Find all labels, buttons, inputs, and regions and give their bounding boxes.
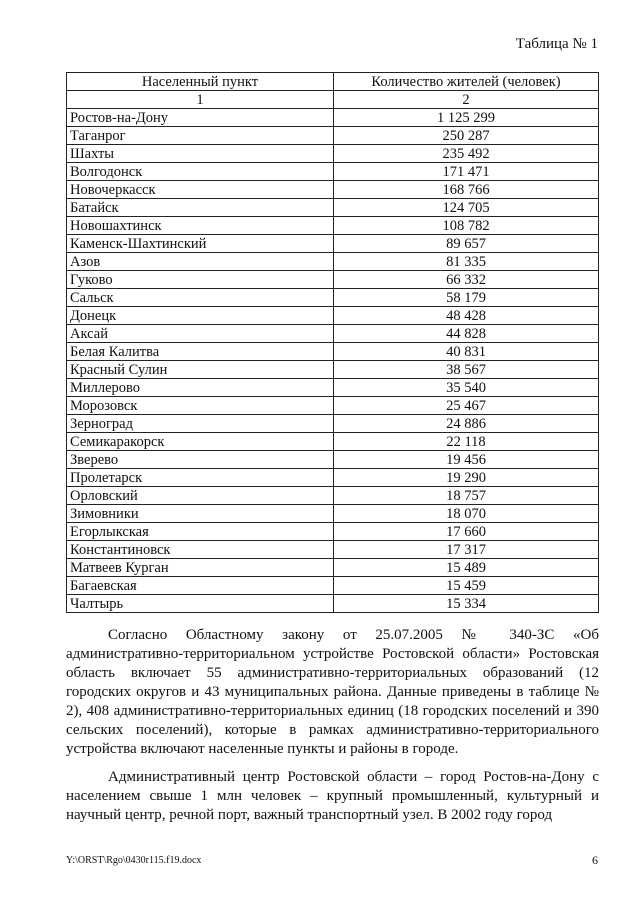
table-header-row: [67, 73, 599, 91]
table-row: [67, 145, 599, 163]
settlement-name-cell: Волгодонск: [67, 163, 334, 181]
settlement-name-cell: Белая Калитва: [67, 343, 334, 361]
population-cell: 235 492: [334, 145, 599, 163]
settlement-name-cell: Новошахтинск: [67, 217, 334, 235]
table-row: [67, 127, 599, 145]
header-settlement: Населенный пункт: [67, 73, 334, 91]
table-row: [67, 307, 599, 325]
population-cell: 38 567: [334, 361, 599, 379]
population-cell: 35 540: [334, 379, 599, 397]
settlement-name-cell: Багаевская: [67, 577, 334, 595]
table-row: [67, 289, 599, 307]
population-cell: 18 757: [334, 487, 599, 505]
population-cell: 15 459: [334, 577, 599, 595]
settlement-name-cell: Батайск: [67, 199, 334, 217]
table-row: [67, 343, 599, 361]
settlement-name-cell: Пролетарск: [67, 469, 334, 487]
table-row: [67, 271, 599, 289]
table-row: [67, 505, 599, 523]
footer-file-path: Y:\ORST\Rgo\0430r115.f19.docx: [66, 855, 202, 866]
table-label: Таблица № 1: [515, 36, 598, 52]
population-cell: 58 179: [334, 289, 599, 307]
settlement-name-cell: Сальск: [67, 289, 334, 307]
settlement-name-cell: Матвеев Курган: [67, 559, 334, 577]
population-cell: 15 334: [334, 595, 599, 613]
population-cell: 19 456: [334, 451, 599, 469]
settlement-name-cell: Таганрог: [67, 127, 334, 145]
population-cell: 48 428: [334, 307, 599, 325]
population-cell: 15 489: [334, 559, 599, 577]
settlement-name-cell: Донецк: [67, 307, 334, 325]
table-row: [67, 451, 599, 469]
settlement-name-cell: Зимовники: [67, 505, 334, 523]
table-row: [67, 235, 599, 253]
column-number-row: [67, 91, 599, 109]
population-cell: 19 290: [334, 469, 599, 487]
settlement-name-cell: Зерноград: [67, 415, 334, 433]
table-row: [67, 487, 599, 505]
table-row: [67, 181, 599, 199]
table-row: [67, 361, 599, 379]
column-number-2: 2: [334, 91, 599, 109]
settlement-name-cell: Шахты: [67, 145, 334, 163]
settlement-name-cell: Красный Сулин: [67, 361, 334, 379]
settlement-name-cell: Зверево: [67, 451, 334, 469]
table-row: [67, 433, 599, 451]
settlement-name-cell: Каменск-Шахтинский: [67, 235, 334, 253]
table-row: [67, 595, 599, 613]
table-row: [67, 541, 599, 559]
table-row: [67, 379, 599, 397]
population-cell: 17 660: [334, 523, 599, 541]
settlement-name-cell: Орловский: [67, 487, 334, 505]
paragraph-admin-center: Административный центр Ростовской области – город Ростов-на-Дону с населением свыше 1 млн человек – крупный промышленный, культурный и научный центр, речной порт, важный транспортный узел. В 2002 году город: [66, 769, 599, 823]
table-row: [67, 163, 599, 181]
population-cell: 25 467: [334, 397, 599, 415]
column-number-1: 1: [67, 91, 334, 109]
settlement-name-cell: Гуково: [67, 271, 334, 289]
population-cell: 1 125 299: [334, 109, 599, 127]
population-cell: 108 782: [334, 217, 599, 235]
table-row: [67, 217, 599, 235]
table-row: [67, 469, 599, 487]
table-row: [67, 415, 599, 433]
population-cell: 17 317: [334, 541, 599, 559]
settlement-name-cell: Миллерово: [67, 379, 334, 397]
population-cell: 66 332: [334, 271, 599, 289]
population-cell: 250 287: [334, 127, 599, 145]
population-cell: 22 118: [334, 433, 599, 451]
population-cell: 81 335: [334, 253, 599, 271]
settlement-name-cell: Аксай: [67, 325, 334, 343]
table-row: [67, 577, 599, 595]
population-table: [66, 72, 599, 613]
settlement-name-cell: Ростов-на-Дону: [67, 109, 334, 127]
paragraph-law: Согласно Областному закону от 25.07.2005 № 340-ЗС «Об административно-территориальном устройстве Ростовской области» Ростовская область включает 55 административно-территориальных образований (12 городских округов и 43 муниципальных района. Данные приведены в таблице № 2), 408 административно-территориальных единиц (18 городских поселений и 390 сельских поселений), которые в рамках административно-территориального устройства включают населенные пункты и районы в городе.: [66, 627, 599, 757]
header-population: Количество жителей (человек): [334, 73, 599, 91]
settlement-name-cell: Новочеркасск: [67, 181, 334, 199]
population-cell: 40 831: [334, 343, 599, 361]
table-row: [67, 397, 599, 415]
page-number: 6: [592, 853, 598, 867]
settlement-name-cell: Константиновск: [67, 541, 334, 559]
settlement-name-cell: Егорлыкская: [67, 523, 334, 541]
population-cell: 18 070: [334, 505, 599, 523]
population-cell: 171 471: [334, 163, 599, 181]
settlement-name-cell: Семикаракорск: [67, 433, 334, 451]
table-row: [67, 559, 599, 577]
population-cell: 124 705: [334, 199, 599, 217]
table-row: [67, 325, 599, 343]
table-row: [67, 523, 599, 541]
table-row: [67, 199, 599, 217]
population-cell: 24 886: [334, 415, 599, 433]
population-cell: 44 828: [334, 325, 599, 343]
table-row: [67, 253, 599, 271]
settlement-name-cell: Чалтырь: [67, 595, 334, 613]
population-cell: 89 657: [334, 235, 599, 253]
settlement-name-cell: Морозовск: [67, 397, 334, 415]
table-row: [67, 109, 599, 127]
settlement-name-cell: Азов: [67, 253, 334, 271]
population-cell: 168 766: [334, 181, 599, 199]
